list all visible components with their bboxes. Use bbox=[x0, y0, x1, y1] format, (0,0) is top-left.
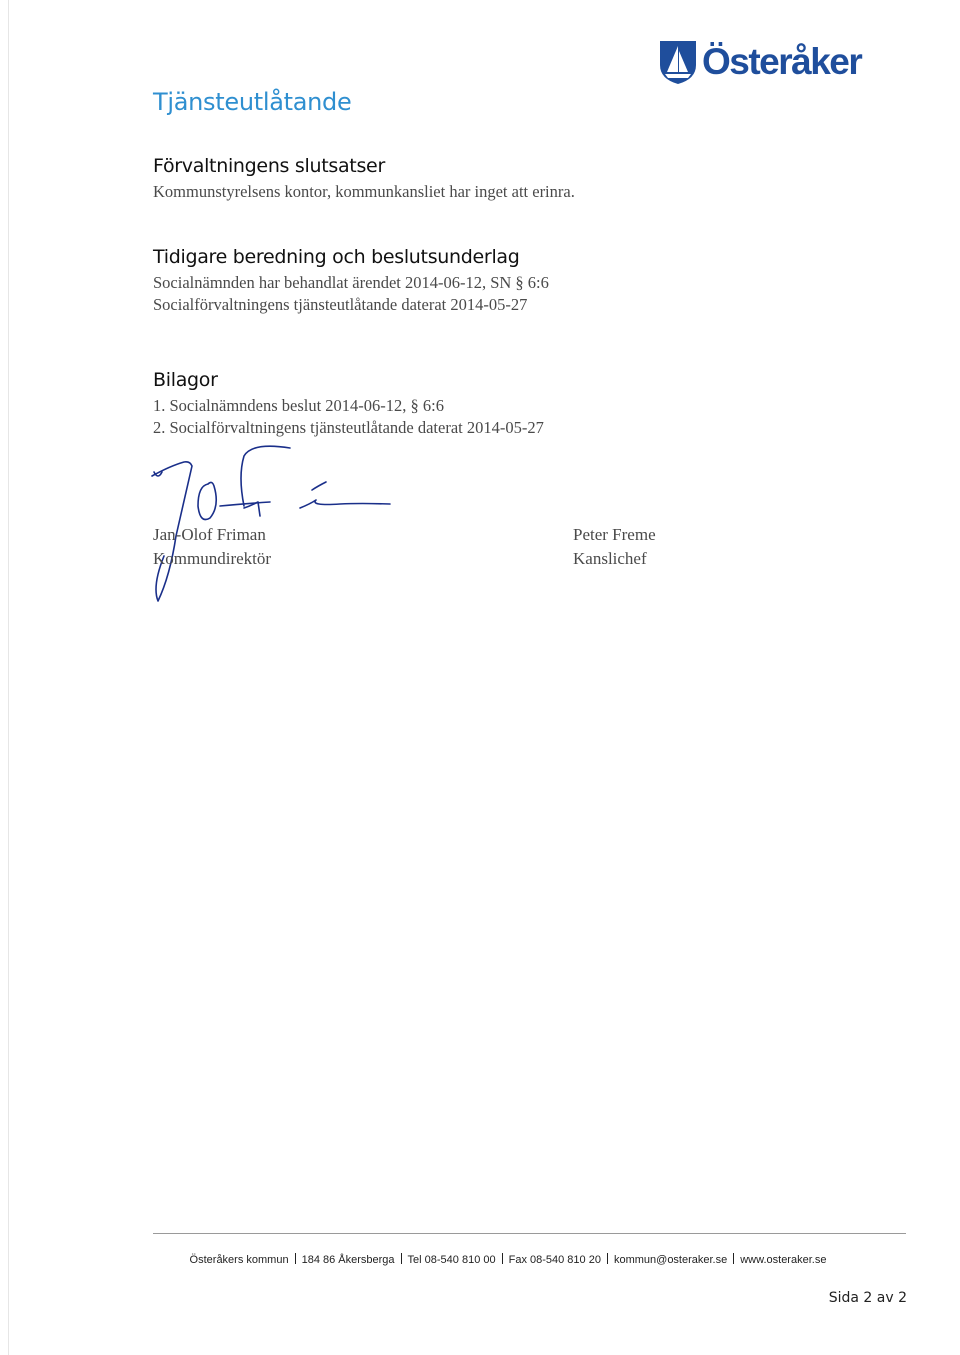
bilaga-item-1: 1. Socialnämndens beslut 2014-06-12, § 6:6 bbox=[153, 396, 445, 415]
footer-email: kommun@osteraker.se bbox=[613, 1254, 728, 1266]
footer-separator bbox=[502, 1253, 503, 1264]
footer-divider bbox=[153, 1233, 906, 1234]
footer-phone: Tel 08-540 810 00 bbox=[407, 1254, 496, 1266]
footer-separator bbox=[607, 1253, 608, 1264]
footer-address: 184 86 Åkersberga bbox=[301, 1254, 395, 1266]
heading-bilagor: Bilagor bbox=[153, 369, 218, 391]
scan-edge bbox=[8, 0, 9, 1355]
page-number: Sida 2 av 2 bbox=[828, 1290, 907, 1306]
footer-contact bbox=[0, 1253, 960, 1266]
signatory-1-role: Kommundirektör bbox=[153, 549, 272, 568]
heading-forvaltningens-slutsatser: Förvaltningens slutsatser bbox=[153, 155, 385, 177]
bilaga-item-2: 2. Socialförvaltningens tjänsteutlåtande daterat 2014-05-27 bbox=[153, 418, 544, 437]
signatory-2-role: Kanslichef bbox=[573, 549, 647, 568]
footer-separator bbox=[733, 1253, 734, 1264]
handwritten-signature bbox=[140, 436, 400, 611]
footer-fax: Fax 08-540 810 20 bbox=[508, 1254, 601, 1266]
footer-separator bbox=[295, 1253, 296, 1264]
signatory-2-name: Peter Freme bbox=[573, 525, 656, 544]
footer-website: www.osteraker.se bbox=[740, 1254, 827, 1266]
footer-org-name: Österåkers kommun bbox=[189, 1254, 289, 1266]
logo-wordmark: Österåker bbox=[702, 41, 862, 82]
slutsatser-text: Kommunstyrelsens kontor, kommunkansliet har inget att erinra. bbox=[153, 182, 575, 201]
beredning-line-2: Socialförvaltningens tjänsteutlåtande daterat 2014-05-27 bbox=[153, 295, 528, 314]
signatory-1-name: Jan-Olof Friman bbox=[153, 525, 266, 544]
heading-tidigare-beredning: Tidigare beredning och beslutsunderlag bbox=[153, 246, 520, 268]
footer-separator bbox=[401, 1253, 402, 1264]
osteraker-logo bbox=[658, 38, 861, 86]
document-title: Tjänsteutlåtande bbox=[153, 88, 352, 116]
beredning-line-1: Socialnämnden har behandlat ärendet 2014-06-12, SN § 6:6 bbox=[153, 273, 549, 292]
municipal-shield-icon bbox=[658, 39, 698, 85]
